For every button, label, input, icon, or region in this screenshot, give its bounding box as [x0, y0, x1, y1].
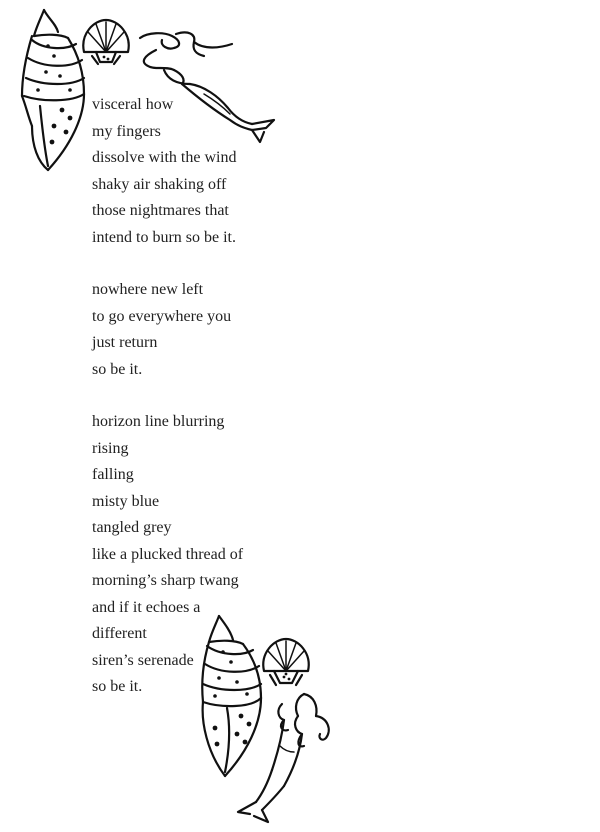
- stanza: [92, 277, 243, 383]
- poem-line: and if it echoes a: [92, 598, 201, 616]
- scallop-shell-icon: [78, 16, 134, 70]
- poem-line: just return: [92, 334, 158, 351]
- poem-line: so be it.: [92, 678, 143, 695]
- poem-line: like a plucked thread of: [92, 545, 244, 563]
- poem-line: horizon line blurring: [92, 413, 225, 430]
- stanza: [92, 92, 243, 251]
- poem-line: different: [92, 625, 147, 642]
- scallop-shell-icon: [258, 634, 314, 690]
- poem-line: falling: [92, 466, 134, 483]
- poem-line: rising: [92, 439, 129, 457]
- poem-line: shaky air shaking off: [92, 175, 227, 193]
- poem-line: intend to burn so be it.: [92, 228, 236, 246]
- mermaid-icon: [232, 690, 342, 824]
- poem-line: morning’s sharp twang: [92, 572, 239, 589]
- poem-line: nowhere new left: [92, 281, 204, 298]
- poem-line: misty blue: [92, 492, 160, 510]
- poem-line: those nightmares that: [92, 202, 229, 219]
- poem-line: tangled grey: [92, 519, 172, 536]
- poem-line: visceral how: [92, 96, 174, 113]
- poem-line: so be it.: [92, 360, 143, 378]
- poem-line: my fingers: [92, 122, 161, 140]
- poem-line: siren’s serenade: [92, 651, 194, 669]
- poem-line: dissolve with the wind: [92, 149, 237, 166]
- poem-line: to go everywhere you: [92, 307, 232, 325]
